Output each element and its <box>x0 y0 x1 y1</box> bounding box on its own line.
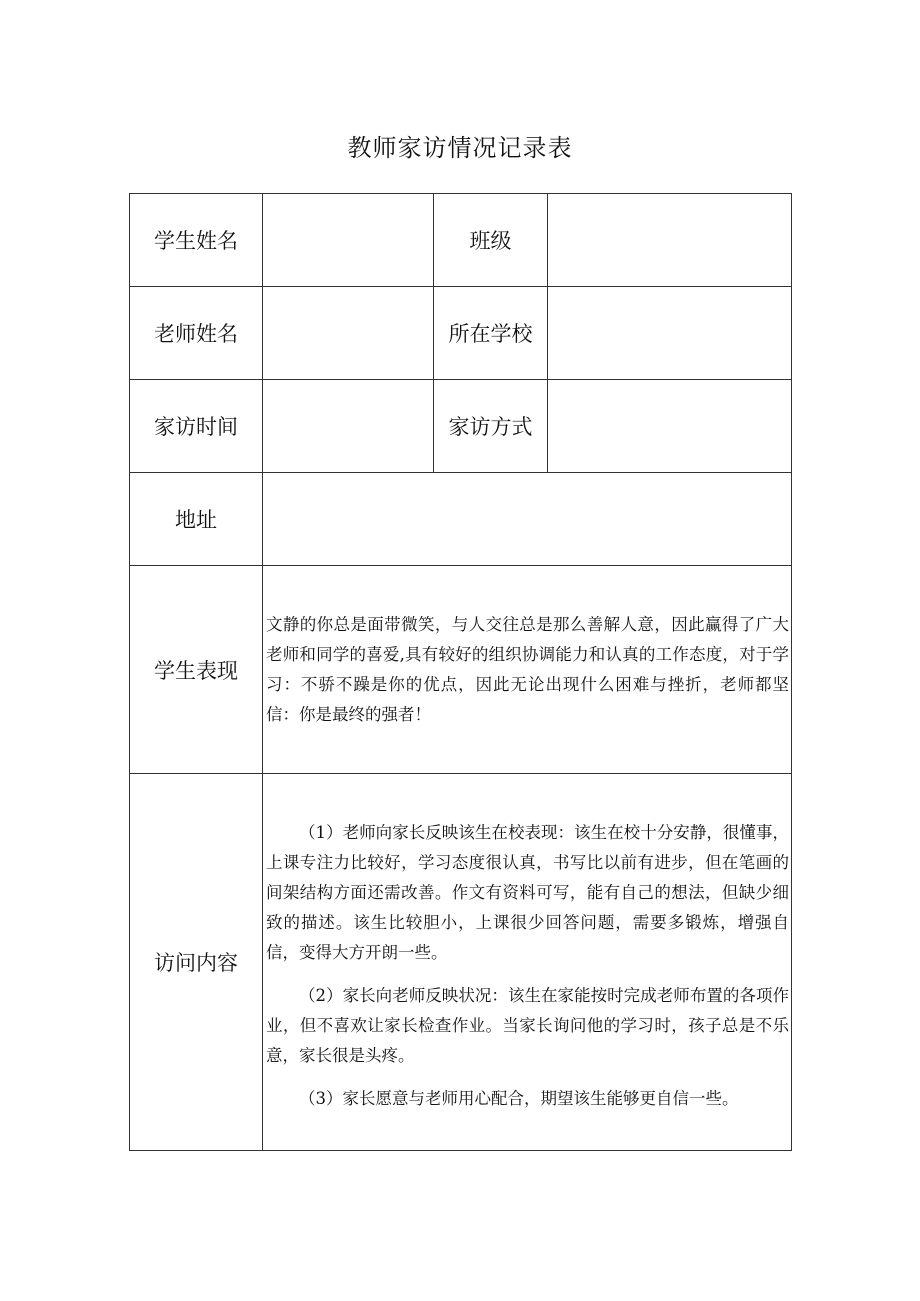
school-field[interactable] <box>548 287 792 380</box>
teacher-name-label: 老师姓名 <box>130 287 263 380</box>
student-name-label: 学生姓名 <box>130 194 263 287</box>
performance-cell <box>263 566 792 774</box>
table-row <box>130 194 792 287</box>
table-row <box>130 566 792 774</box>
table-row <box>130 380 792 473</box>
table-row <box>130 287 792 380</box>
class-field[interactable] <box>548 194 792 287</box>
table-row <box>130 473 792 566</box>
visit-content-text <box>263 804 791 1120</box>
address-field[interactable] <box>263 473 792 566</box>
visit-content-label: 访问内容 <box>130 774 263 1151</box>
visit-paragraph-2: （2）家长向老师反映状况：该生在家能按时完成老师布置的各项作业，但不喜欢让家长检查作业。当家长询问他的学习时，孩子总是不乐意，家长很是头疼。 <box>266 986 789 1065</box>
performance-label: 学生表现 <box>130 566 263 774</box>
teacher-name-field[interactable] <box>263 287 434 380</box>
performance-text: 文静的你总是面带微笑，与人交往总是那么善解人意，因此赢得了广大老师和同学的喜爱,具有较好的组织协调能力和认真的工作态度，对于学习：不骄不躁是你的优点，因此无论出现什么困难与挫折，老师都坚信：你是最终的强者！ <box>266 614 789 724</box>
table-row <box>130 774 792 1151</box>
visit-time-label: 家访时间 <box>130 380 263 473</box>
visit-record-table <box>129 193 792 1151</box>
visit-method-field[interactable] <box>548 380 792 473</box>
school-label: 所在学校 <box>434 287 548 380</box>
address-label: 地址 <box>130 473 263 566</box>
class-label: 班级 <box>434 194 548 287</box>
visit-content-cell <box>263 774 792 1151</box>
visit-time-field[interactable] <box>263 380 434 473</box>
student-name-field[interactable] <box>263 194 434 287</box>
page-title: 教师家访情况记录表 <box>347 134 573 162</box>
visit-paragraph-1: （1）老师向家长反映该生在校表现：该生在校十分安静，很懂事，上课专注力比较好，学习态度很认真，书写比以前有进步，但在笔画的间架结构方面还需改善。作文有资料可写，能有自己的想法，但缺少细致的描述。该生比较胆小，上课很少回答问题，需要多锻炼，增强自信，变得大方开朗一些。 <box>266 823 789 962</box>
visit-paragraph-3: （3）家长愿意与老师用心配合，期望该生能够更自信一些。 <box>299 1089 739 1108</box>
visit-method-label: 家访方式 <box>434 380 548 473</box>
